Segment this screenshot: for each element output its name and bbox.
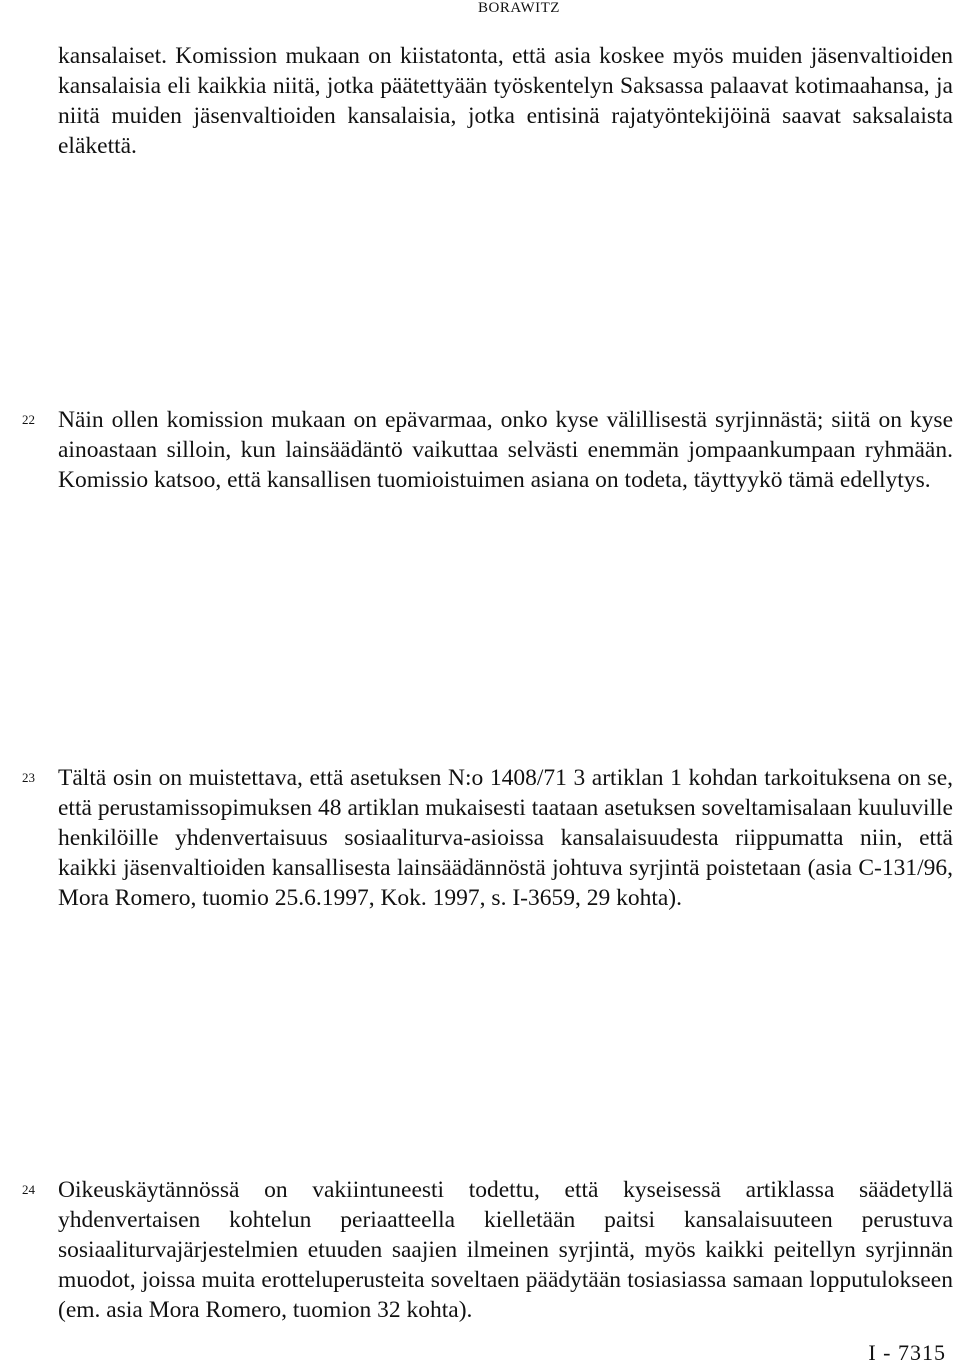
page-number: I - 7315 (868, 1340, 946, 1365)
paragraph-number: 23 (22, 770, 35, 785)
paragraph-text: Tältä osin on muistettava, että asetuksen N:o 1408/71 3 artiklan 1 kohdan tarkoituksena on se, että perustamissopimuksen 48 artiklan mukaisesti taataan asetuksen soveltamisalaan kuuluville henkilöille yhdenvertaisuus sosiaaliturva-asioissa kansalaisuudesta riippumatta niin, että kaikki jäsenvaltioiden kansallisesta lainsäädännöstä johtuva syrjintä poistetaan (asia C-131/96, Mora Romero, tuomio 25.6.1997, Kok. 1997, s. I-3659, 29 kohta). (58, 765, 953, 911)
paragraph-number: 24 (22, 1182, 35, 1197)
paragraph-continued: kansalaiset. Komission mukaan on kiistatonta, että asia koskee myös muiden jäsenvaltioiden kansalaisia eli kaikkia niitä, jotka päätettyään työskentelyn Saksassa palaavat kotimaahansa, ja niitä muiden jäsenvaltioiden kansalaisia, jotka entisinä rajatyöntekijöinä saavat saksalaista eläkettä. (58, 43, 953, 159)
paragraph-number: 22 (22, 412, 35, 427)
running-head: BORAWITZ (478, 0, 560, 16)
paragraph-text: Näin ollen komission mukaan on epävarmaa, onko kyse välillisestä syrjinnästä; siitä on kyse ainoastaan silloin, kun lainsäädäntö vaikuttaa selvästi enemmän jompaankumpaan ryhmään. Komissio katsoo, että kansallisen tuomioistuimen asiana on todeta, täyttyykö tämä edellytys. (58, 407, 953, 493)
paragraph-text: Oikeuskäytännössä on vakiintuneesti todettu, että kyseisessä artiklassa säädetyllä yhdenvertaisen kohtelun periaatteella kielletään paitsi kansalaisuuteen perustuva sosiaaliturvajärjestelmien etuuden saajien ilmeinen syrjintä, myös kaikki peitellyn syrjinnän muodot, joissa muita erotteluperusteita soveltaen päädytään tosiasiassa samaan lopputulokseen (em. asia Mora Romero, tuomion 32 kohta). (58, 1177, 953, 1323)
